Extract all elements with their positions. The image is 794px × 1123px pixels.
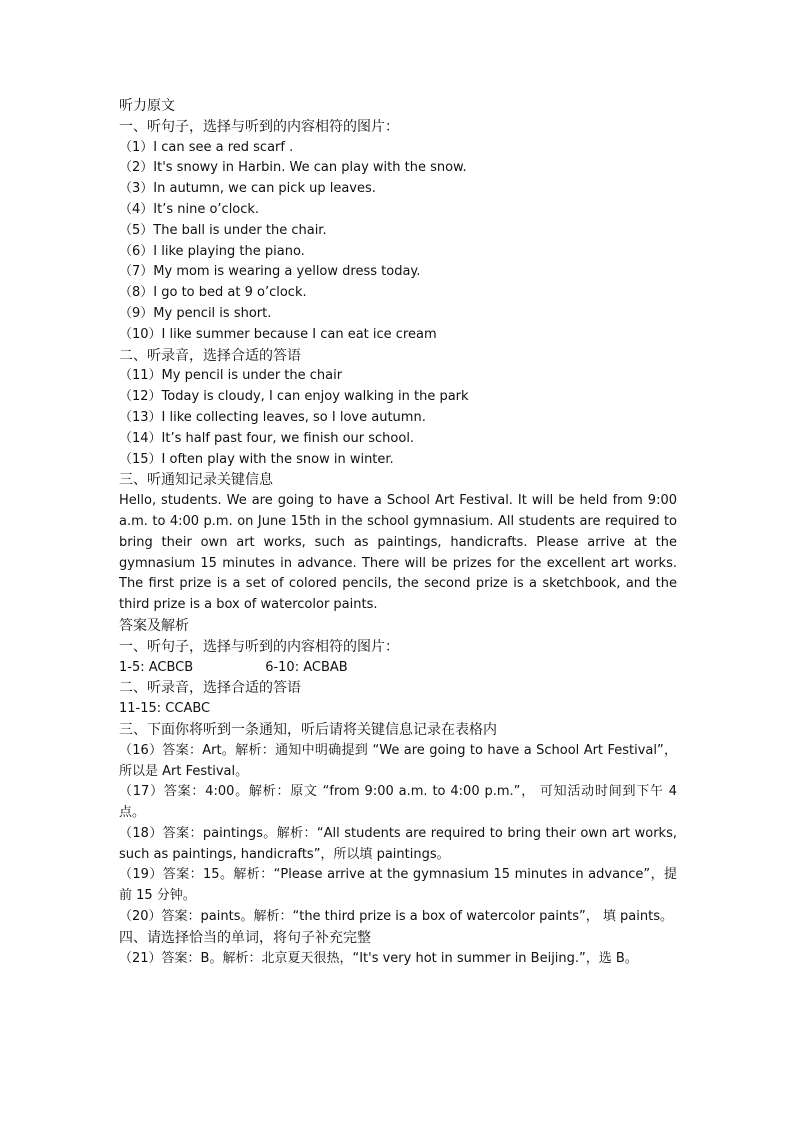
- list-item: （5）The ball is under the chair.: [119, 222, 327, 238]
- section1-heading: 一、听句子，选择与听到的内容相符的图片：: [119, 118, 399, 135]
- answer-1-5: 1-5: ACBCB: [119, 659, 194, 675]
- answer-6-10: 6-10: ACBAB: [265, 659, 348, 675]
- explanation-18: （18）答案：paintings。解析：“All students are required to bring their own art works, such as paintings, handicrafts”，所以填 paintings。: [119, 825, 677, 862]
- explanation-17: （17）答案：4:00。解析：原文 “from 9:00 a.m. to 4:00 p.m.”， 可知活动时间到下午 4 点。: [119, 784, 677, 821]
- answer-row-1-10: [119, 658, 677, 679]
- answer-section2-heading: 二、听录音，选择合适的答语: [119, 680, 301, 697]
- section3-heading: 三、听通知记录关键信息: [119, 472, 273, 489]
- section4-heading: 四、请选择恰当的单词，将句子补充完整: [119, 929, 371, 946]
- document-title: 听力原文: [119, 98, 175, 114]
- answer-section3-heading: 三、下面你将听到一条通知，听后请将关键信息记录在表格内: [119, 721, 497, 738]
- explanation-20: （20）答案：paints。解析：“the third prize is a box of watercolor paints”， 填 paints。: [119, 909, 673, 925]
- answers-heading: 答案及解析: [119, 617, 189, 634]
- list-item: （14）It’s half past four, we finish our school.: [119, 430, 415, 446]
- list-item: （9）My pencil is short.: [119, 305, 272, 321]
- list-item: （11）My pencil is under the chair: [119, 368, 343, 384]
- explanation-19: （19）答案：15。解析：“Please arrive at the gymnasium 15 minutes in advance”，提前 15 分钟。: [119, 867, 677, 904]
- list-item: （12）Today is cloudy, I can enjoy walking in the park: [119, 389, 469, 405]
- answer-section1-heading: 一、听句子，选择与听到的内容相符的图片：: [119, 638, 399, 655]
- list-item: （10）I like summer because I can eat ice cream: [119, 326, 437, 342]
- list-item: （4）It’s nine o’clock.: [119, 201, 260, 217]
- explanation-16: （16）答案：Art。解析：通知中明确提到 “We are going to have a School Art Festival”，所以是 Art Festival。: [119, 742, 677, 779]
- list-item: （7）My mom is wearing a yellow dress today.: [119, 264, 421, 280]
- notice-paragraph: Hello, students. We are going to have a School Art Festival. It will be held from 9:00 a.m. to 4:00 p.m. on June 15th in the school gymnasium. All students are required to bring their own art works, such as paintings, handicrafts. Please arrive at the gymnasium 15 minutes in advance. There will be prizes for the excellent art works. The first prize is a set of colored pencils, the second prize is a sketchbook, and the third prize is a box of watercolor paints.: [119, 493, 677, 613]
- section2-heading: 二、听录音，选择合适的答语: [119, 347, 301, 364]
- list-item: （3）In autumn, we can pick up leaves.: [119, 181, 376, 197]
- list-item: （6）I like playing the piano.: [119, 243, 305, 259]
- list-item: （8）I go to bed at 9 o’clock.: [119, 285, 307, 301]
- list-item: （1）I can see a red scarf .: [119, 139, 294, 155]
- list-item: （13）I like collecting leaves, so I love autumn.: [119, 409, 426, 425]
- list-item: （2）It's snowy in Harbin. We can play with the snow.: [119, 160, 467, 176]
- answer-11-15: 11-15: CCABC: [119, 701, 211, 717]
- document-page: [119, 96, 677, 969]
- explanation-21: （21）答案：B。解析：北京夏天很热，“It's very hot in summer in Beijing.”，选 B。: [119, 950, 638, 966]
- list-item: （15）I often play with the snow in winter.: [119, 451, 394, 467]
